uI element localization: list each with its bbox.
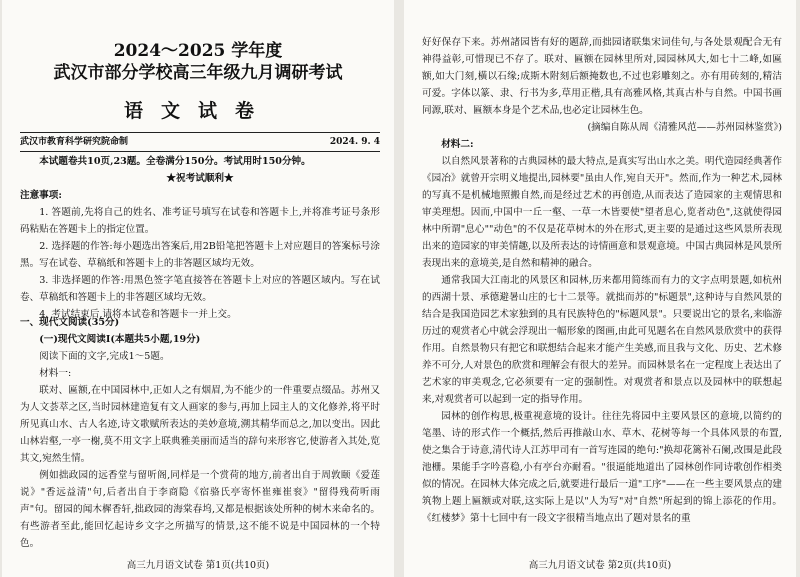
exam-header-block (20, 153, 380, 323)
note-item: 3. 非选择题的作答:用黑色签字笔直接答在答题卡上对应的答题区域内。写在试卷、草稿纸和答题卡上的非答题区域均无效。 (20, 275, 380, 303)
note-item: 4. 考试结束后,请将本试卷和答题卡一并上交。 (39, 309, 237, 320)
note-item: 2. 选择题的作答:每小题选出答案后,用2B铅笔把答题卡上对应题目的答案标号涂黑。写在试卷、草稿纸和答题卡上的非答题区域均无效。 (20, 241, 380, 269)
body-paragraph: 好好保存下来。苏州諸园皆有好的题辞,而拙园诸联集宋词佳句,与各处景观配合无有神得益彰,可惜现已不存了。联对、匾额在园林里所对,园园林风大,如七十二峰,如匾额,如大门刻,橫以石缘;成斯木附刻后额掩数也,不过也彩雕刻之。亦有用砖刻的,精洁可爱。字体以篆、隶、行书为多,草用正楷,具有高雅风格,其真古朴与自然。中国书画同源,联对、匾额本身是个艺术品,也必定让园林生色。 (422, 37, 782, 116)
body-paragraph: 例如拙政园的远香堂与留听阁,同样是一个赏荷的地方,前者出自于周敦颐《爱莲说》"香远益清"句,后者出自于李商隐《宿骆氏亭寄怀崔雍崔衮》"留得残荷听雨声"句。留园的闻木樨香轩,拙政园的海棠春坞,又都是根据该处所种的树木来命名的。有些游者至此,能回忆起诗乡文字之所描写的情景,这不能不说是中国园林的一个特色。 (20, 470, 380, 549)
org-line (20, 132, 380, 152)
material-label: 材料二: (441, 139, 474, 150)
page-footer: 高三九月语文试卷 第2页(共10页) (404, 555, 796, 571)
exam-info: 本试题卷共10页,23题。全卷满分150分。考试用时150分钟。 (39, 156, 311, 167)
left-page (2, 0, 394, 577)
exam-title: 武汉市部分学校高三年级九月调研考试 (53, 63, 343, 83)
notes-heading: 注意事项: (20, 190, 62, 201)
right-page (404, 0, 796, 577)
good-luck: ★祝考试顺利★ (166, 173, 234, 184)
exam-date: 2024. 9. 4 (329, 137, 380, 147)
subsection-title: (一)现代文阅读Ⅰ(本题共5小题,19分) (39, 334, 201, 345)
section-title: 一、现代文阅读(35分) (20, 317, 120, 328)
issuing-org: 武汉市教育科学研究院命制 (20, 137, 129, 147)
body-paragraph: 园林的创作构思,极重视意境的设计。往往先将园中主要风景区的意境,以简约的笔墨、诗的形式作一个概括,然后再推敲山水、草木、花树等每一个具体风景的布置,使之集合于诗意,清代诗人江苏甲司有一首写连园的绝句:"换却花篱补石阑,改围是此段池栅。果能手字吟喜稳,小有亭台亦耐看。"很逼能地道出了园林创作同诗歌创作相类似的情况。在园林大体完成之后,就要进行最后一道"工序"——在一些主要风景点的建筑物上题上匾额或对联,这实际上是以"人为写"对"自然"所起到的锦上添花的作用。《红楼梦》第十七回中有一段文字很精当地点出了题对景名的重 (422, 411, 782, 524)
reading-section (20, 314, 380, 552)
source-citation: (摘编自陈从周《清雅风范——苏州园林鉴赏》) (587, 122, 782, 133)
material-label: 材料一: (39, 368, 72, 379)
school-year: 2024～2025 学年度 (113, 41, 283, 61)
body-paragraph: 通常我国大江南北的风景区和园林,历来都用简练而有力的文字点明景题,如杭州的西湖十景、承德避暑山庄的七十二景等。就拙而苏的"标题景",这种诗与自然风景的结合是我国造园艺术家独到的具有民族特色的"标题风景"。只要说出它的景名,来临游历过的观赏者心中就会浮现出一幅形象的图画,由此可见题名在自然风景欣赏中的获得作用。自然景物只有把它和联想结合起来才能产生美感,而且我与文化、历史、艺术修养不可分,人对景色的欣赏和理解会有很大的差异。而园林景名在一定程度上表达出了艺术家的审美观念,它必须要有一定的强制性。对观赏者和景点以及园林中的联想起来,对观赏者可以起到一定的指导作用。 (422, 275, 782, 405)
right-column (422, 34, 782, 527)
note-item: 1. 答题前,先将自己的姓名、准考证号填写在试卷和答题卡上,并将准考证号条形码粘贴在答题卡上的指定位置。 (20, 207, 380, 235)
page-footer: 高三九月语文试卷 第1页(共10页) (126, 560, 270, 571)
instruction: 阅读下面的文字,完成1～5题。 (39, 351, 170, 362)
subject-title: 语文试卷 (123, 100, 272, 122)
body-paragraph: 联对、匾额,在中国园林中,正如人之有烟眉,为不能少的一件重要点缀品。苏州又为人文荟萃之区,当时园林建造复有文人画家的参与,再加上园主人的文化修养,将平时所见真山水、古人名迹,诗文歌赋所表达的美妙意境,溯其精华而总之,加以变出。因此山林岩壑,一亭一榭,莫不用文字上联典雅美丽而适当的辞句来形容它,使游者入其处,览其文,宛然生情。 (20, 385, 380, 464)
body-paragraph: 以自然风景著称的古典园林的最大特点,是真实写出山水之美。明代造园经典著作《园冶》就曾开宗明义地提出,园林要"虽由人作,宛自天开"。然而,作为一种艺术,园林的写真不是机械地照搬自然,而是经过艺术的再创造,从而表达了造园家的主观情思和审美理想。因而,中国中一丘一壑、一草一木皆要使"望者息心,览者动色",这就使得园林中所谓"息心""动色"的不仅是花草树木的外在形式,更主要的是通过这些风景所表现出来的造园家的审美情趣,以及所表达的诗情画意和景观意境。中国古典园林是风景所表现出来的意境美,是自然和精神的融合。 (422, 156, 782, 269)
